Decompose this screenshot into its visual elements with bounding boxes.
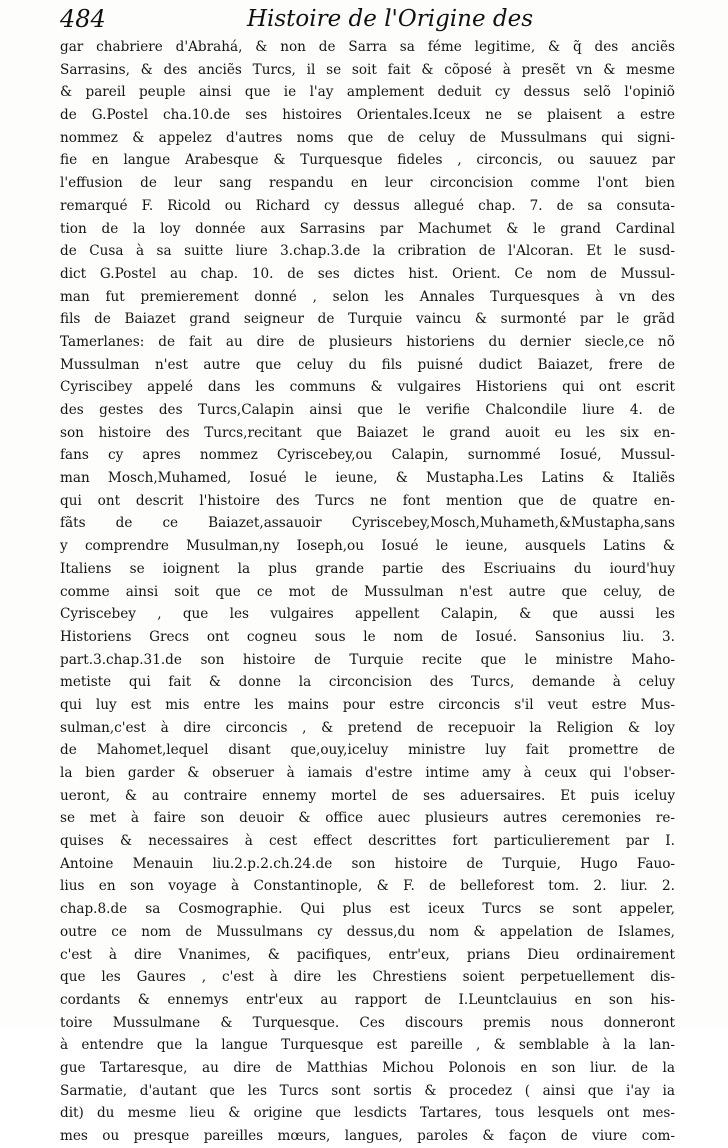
page-number: 484 [60, 5, 106, 33]
text-line: Sarrasins, & des anciẽs Turcs, il se soit fait & cõposé à presẽt vn & mesme [60, 61, 675, 78]
text-line: Cyriscebey , que les vulgaires appellent Calapin, & que aussi les [60, 606, 675, 623]
text-line: Antoine Menauin liu.2.p.2.ch.24.de son histoire de Turquie, Hugo Fauo- [60, 855, 675, 872]
text-line: & pareil peuple ainsi que ie l'ay amplement deduit cy dessus selõ l'opiniõ [60, 84, 675, 101]
text-line: metiste qui fait & donne la circoncision des Turcs, demande à celuy [60, 674, 675, 691]
text-line: Tamerlanes: de fait au dire de plusieurs historiens du dernier siecle,ce nõ [60, 333, 675, 350]
text-line: à entendre que la langue Turquesque est pareille , & semblable à la lan- [60, 1037, 675, 1054]
text-line: Sarmatie, d'autant que les Turcs sont sortis & procedez ( ainsi que i'ay ia [60, 1082, 675, 1099]
text-line: l'effusion de leur sang respandu en leur circoncision comme l'ont bien [60, 175, 675, 192]
body-text [60, 36, 675, 1148]
text-line: part.3.chap.31.de son histoire de Turquie recite que le ministre Maho- [60, 651, 675, 668]
text-line: fie en langue Arabesque & Turquesque fideles , circoncis, ou sauuez par [60, 152, 675, 169]
text-line: tion de la loy donnée aux Sarrasins par Machumet & le grand Cardinal [60, 220, 675, 237]
page-header [60, 4, 680, 34]
text-line: sulman,c'est à dire circoncis , & pretend de recepuoir la Religion & loy [60, 719, 675, 736]
text-line: quises & necessaires à cest effect descrittes fort particulierement par I. [60, 833, 675, 850]
text-line: toire Mussulmane & Turquesque. Ces discours premis nous donneront [60, 1014, 675, 1031]
text-line: man Mosch,Muhamed, Iosué le ieune, & Mustapha.Les Latins & Italiẽs [60, 470, 675, 487]
text-line: qui luy est mis entre les mains pour estre circoncis s'il veut estre Mus- [60, 696, 675, 713]
text-line: remarqué F. Ricold ou Richard cy dessus allegué chap. 7. de sa consuta- [60, 197, 675, 214]
text-line: chap.8.de sa Cosmographie. Qui plus est iceux Turcs se sont appeler, [60, 901, 675, 918]
text-line: Italiens se ioignent la plus grande partie des Escriuains du iourd'huy [60, 560, 675, 577]
text-line: que les Gaures , c'est à dire les Chrestiens soient perpetuellement dis- [60, 969, 675, 986]
text-line: Historiens Grecs ont cogneu sous le nom de Iosué. Sansonius liu. 3. [60, 628, 675, 645]
text-line: y comprendre Musulman,ny Ioseph,ou Iosué le ieune, ausquels Latins & [60, 538, 675, 555]
text-line: mes ou presque pareilles mœurs, langues, paroles & façon de viure com- [60, 1128, 675, 1144]
text-line: de Mahomet,lequel disant que,ouy,iceluy ministre luy fait promettre de [60, 742, 675, 759]
text-line: se met à faire son deuoir & office auec plusieurs autres ceremonies re- [60, 810, 675, 827]
text-line: fils de Baiazet grand seigneur de Turquie vaincu & surmonté par le grãd [60, 311, 675, 328]
text-line: gar chabriere d'Abrahá, & non de Sarra sa féme legitime, & q̃ des anciẽs [60, 39, 675, 55]
text-line: des gestes des Turcs,Calapin ainsi que le verifie Chalcondile liure 4. de [60, 402, 675, 418]
text-line: lius en son voyage à Constantinople, & F. de belleforest tom. 2. liur. 2. [60, 878, 675, 895]
text-line: de Cusa à sa suitte liure 3.chap.3.de la cribration de l'Alcoran. Et le susd- [60, 243, 675, 260]
text-line: man fut premierement donné , selon les Annales Turquesques à vn des [60, 288, 675, 305]
text-line: la bien garder & obseruer à iamais d'estre intime amy à ceux qui l'obser- [60, 765, 675, 781]
text-line: nommez & appelez d'autres noms que de celuy de Mussulmans qui signi- [60, 129, 675, 146]
text-line: Mussulman n'est autre que celuy du fils puisné dudict Baiazet, frere de [60, 356, 675, 373]
text-line: dit) du mesme lieu & origine que lesdicts Tartares, tous lesquels ont mes- [60, 1105, 675, 1122]
text-line: ueront, & au contraire ennemy mortel de ses aduersaires. Et puis iceluy [60, 787, 675, 804]
text-line: dict G.Postel au chap. 10. de ses dictes hist. Orient. Ce nom de Mussul- [60, 265, 675, 282]
text-line: son histoire des Turcs,recitant que Baiazet le grand auoit eu les six en- [60, 424, 675, 441]
text-line: fans cy apres nommez Cyriscebey,ou Calapin, surnommé Iosué, Mussul- [60, 447, 675, 464]
text-line: qui ont descrit l'histoire des Turcs ne font mention que de quatre en- [60, 492, 675, 509]
text-line: cordants & ennemys entr'eux au rapport de I.Leuntclauius en son his- [60, 991, 675, 1008]
text-line: c'est à dire Vnanimes, & pacifiques, entr'eux, prians Dieu ordinairement [60, 946, 675, 963]
text-line: gue Tartaresque, au dire de Matthias Michou Polonois en son liur. de la [60, 1059, 675, 1076]
text-line: comme ainsi soit que ce mot de Mussulman n'est autre que celuy, de [60, 583, 675, 600]
running-title: Histoire de l'Origine des [246, 6, 534, 32]
text-line: de G.Postel cha.10.de ses histoires Orientales.Iceux ne se plaisent a estre [60, 107, 675, 124]
text-line: fãts de ce Baiazet,assauoir Cyriscebey,Mosch,Muhameth,&Mustapha,sans [60, 515, 675, 532]
text-line: outre ce nom de Mussulmans cy dessus,du nom & appelation de Islames, [60, 923, 675, 940]
text-line: Cyriscibey appelé dans les communs & vulgaires Historiens qui ont escrit [60, 379, 675, 396]
